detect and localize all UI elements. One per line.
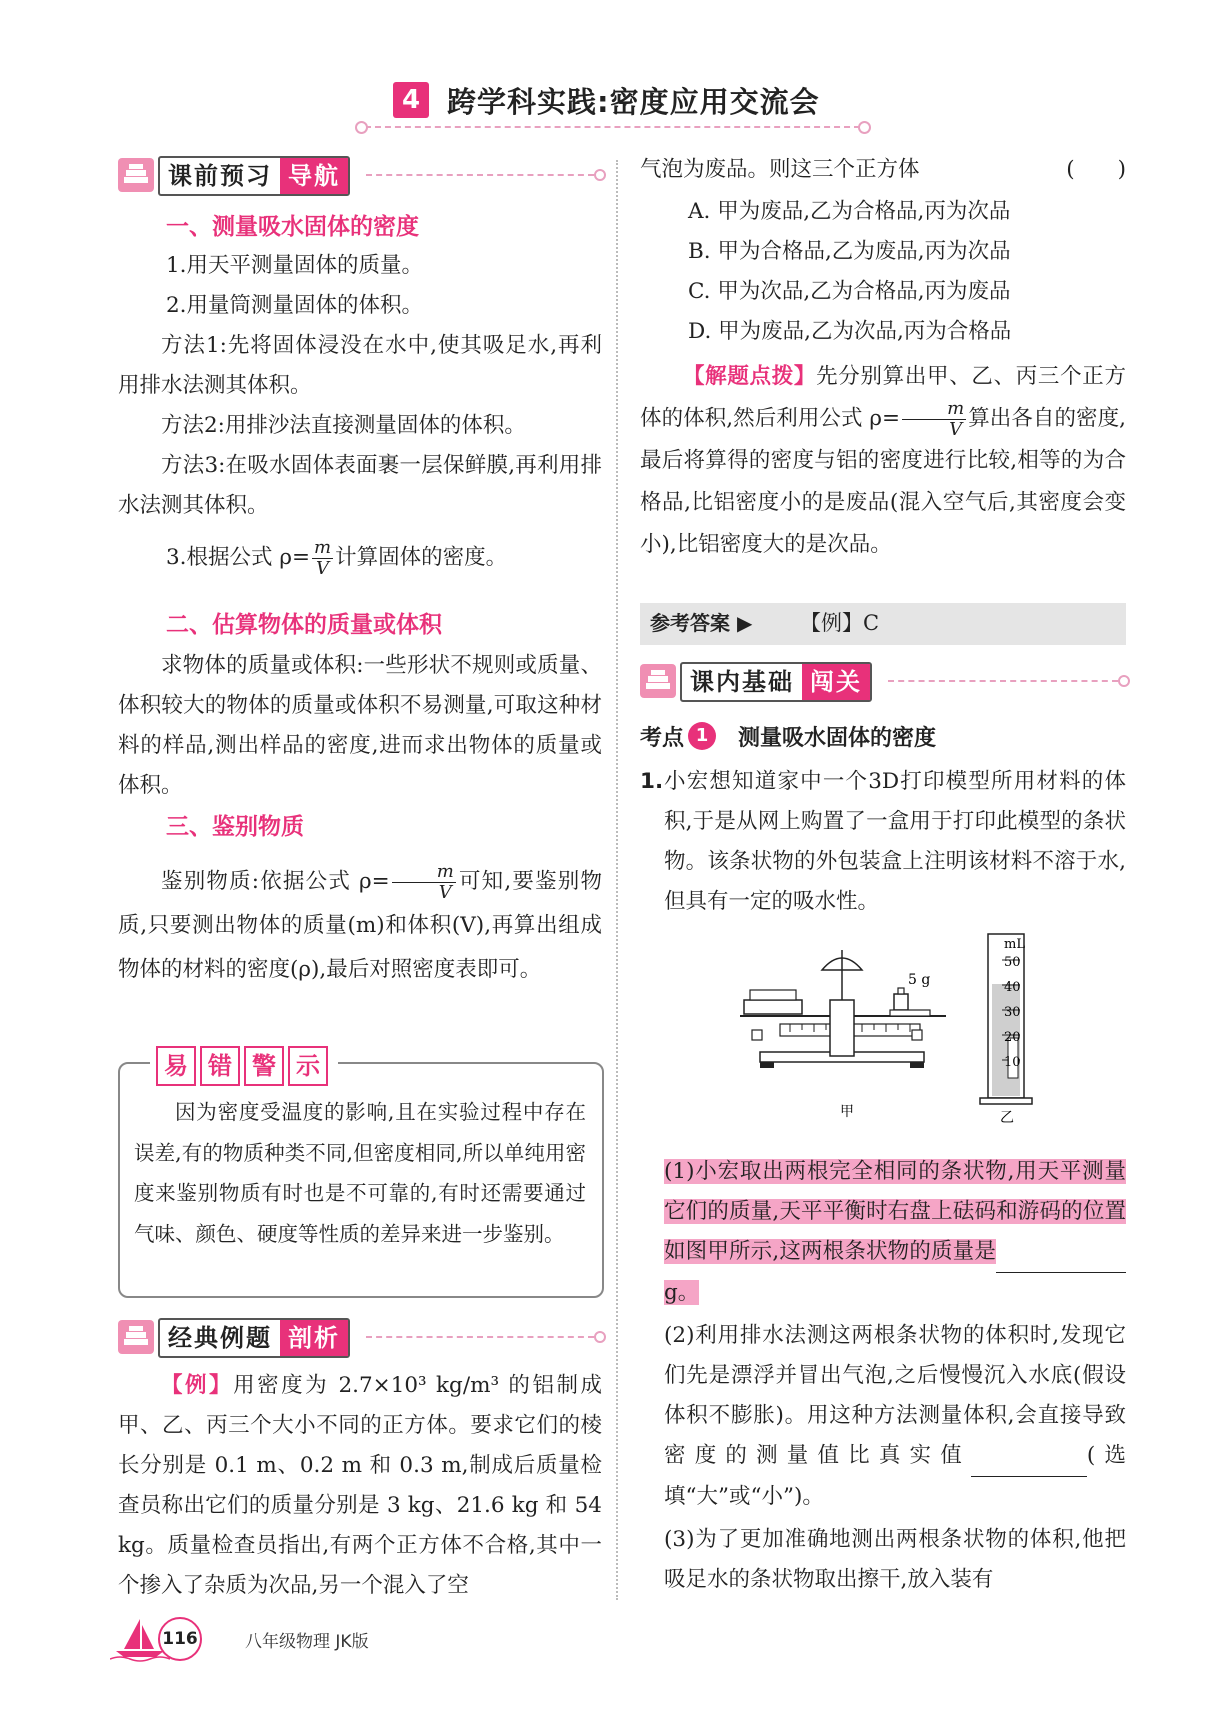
answer-blank-mass[interactable]	[996, 1232, 1126, 1273]
section-banner-preview	[118, 156, 602, 196]
option-a: A. 甲为废品,乙为合格品,丙为次品	[688, 199, 1011, 224]
figure-balance-cylinder	[740, 930, 1050, 1140]
chapter-title: 跨学科实践:密度应用交流会	[447, 85, 820, 119]
estimate-text: 求物体的质量或体积:一些形状不规则或质量、体积较大的物体的质量或体积不易测量,可取这种材料的样品,测出样品的密度,进而求出物体的质量或体积。	[118, 653, 602, 798]
book-label: 八年级物理 JK版	[245, 1632, 369, 1652]
section-banner-example	[118, 1318, 602, 1358]
unit-label: mL	[1004, 937, 1025, 952]
page-header	[0, 70, 1224, 140]
warning-title: 易 错 警 示	[150, 1046, 338, 1086]
header-dot-right	[858, 121, 871, 134]
answer-bar	[640, 603, 1126, 645]
banner-label: 课前预习 导航	[158, 156, 350, 196]
key-point-title: 测量吸水固体的密度	[738, 725, 937, 751]
warning-text: 因为密度受温度的影响,且在实验过程中存在误差,有的物质种类不同,但密度相同,所以单纯用密度来鉴别物质有时也是不可靠的,有时还需要通过气味、颜色、硬度等性质的差异来进一步鉴别。	[134, 1100, 586, 1246]
options	[688, 192, 1126, 352]
tick-40: 40	[1004, 980, 1021, 995]
heading-estimate: 二、估算物体的质量或体积	[166, 612, 442, 638]
page-footer	[110, 1615, 510, 1665]
option-d: D. 甲为废品,乙为次品,丙为合格品	[688, 319, 1012, 344]
answer-tag: 参考答案 ▶	[650, 611, 753, 635]
solution-tip: 【解题点拨】先分别算出甲、乙、丙三个正方体的体积,然后利用公式 ρ= $\frac{m}{V}$ 算出各自的密度,最后将算得的密度与铝的密度进行比较,相等的为合格品,比铝密度小的是废品(混入空气后,其密度会变小),比铝密度大的是次品。	[640, 364, 1126, 557]
answer-blank-compare[interactable]	[971, 1436, 1087, 1477]
example-text: 【例】用密度为 2.7×10³ kg/m³ 的铝制成甲、乙、丙三个大小不同的正方体。要求它们的棱长分别是 0.1 m、0.2 m 和 0.3 m,制成后质量检查员称出它们的质量分别是 3 kg、21.6 kg 和 54 kg。质量检查员指出,有两个正方体不合格,其中一个掺入了杂质为次品,另一个混入了空	[118, 1373, 602, 1598]
answer-value: 【例】C	[800, 611, 880, 635]
method-3: 方法3:在吸水固体表面裹一层保鲜膜,再利用排水法测其体积。	[118, 453, 602, 518]
tick-50: 50	[1004, 955, 1021, 970]
question-1: 1. 小宏想知道家中一个3D打印模型所用材料的体积,于是从网上购置了一盒用于打印此模型的条状物。该条状物的外包装盒上注明该材料不溶于水,但具有一定的吸水性。	[640, 769, 1126, 914]
header-divider	[365, 126, 860, 128]
question-1-part-3: (3)为了更加准确地测出两根条状物的体积,他把吸足水的条状物取出擦干,放入装有	[664, 1527, 1126, 1592]
tick-20: 20	[1004, 1030, 1021, 1045]
weight-label: 5 g	[908, 972, 931, 988]
option-c: C. 甲为次品,乙为合格品,丙为废品	[688, 279, 1011, 304]
label-jia: 甲	[840, 1104, 854, 1120]
tick-30: 30	[1004, 1005, 1021, 1020]
header-dot-left	[355, 121, 368, 134]
column-divider	[616, 160, 618, 1600]
banner-label: 课内基础 闯关	[680, 662, 872, 702]
book-stack-icon	[640, 664, 676, 698]
option-b: B. 甲为合格品,乙为废品,丙为次品	[688, 239, 1011, 264]
balance-illustration	[740, 950, 946, 1068]
section-banner-basics	[640, 662, 1126, 702]
step-1: 1.用天平测量固体的质量。	[166, 253, 424, 278]
density-formula: $\frac{m}{V}$	[314, 536, 332, 579]
method-2: 方法2:用排沙法直接测量固体的体积。	[161, 413, 526, 438]
heading-measure-density: 一、测量吸水固体的密度	[166, 214, 419, 240]
label-yi: 乙	[1000, 1110, 1014, 1126]
tick-10: 10	[1004, 1055, 1021, 1070]
key-point-label: 考点	[640, 725, 685, 751]
book-stack-icon	[118, 158, 154, 192]
banner-label: 经典例题 剖析	[158, 1318, 350, 1358]
step-2: 2.用量筒测量固体的体积。	[166, 293, 424, 318]
question-1-part-1: (1)小宏取出两根完全相同的条状物,用天平测量它们的质量,天平平衡时右盘上砝码和游码的位置如图甲所示,这两根条状物的质量是g。	[664, 1159, 1126, 1305]
play-icon: ▶	[736, 611, 753, 635]
key-point	[640, 718, 936, 754]
chapter-number: 4	[393, 82, 429, 118]
identify-text: 鉴别物质:依据公式 ρ= $\frac{m}{V}$ 可知,要鉴别物质,只要测出物体的质量(m)和体积(V),再算出组成物体的材料的密度(ρ),最后对照密度表即可。	[118, 860, 602, 982]
answer-parentheses: ( )	[1066, 157, 1126, 182]
page-number: 116	[158, 1617, 202, 1661]
step-3: 3.根据公式 ρ= $\frac{m}{V}$ 计算固体的密度。	[166, 536, 508, 579]
book-stack-icon	[118, 1320, 154, 1354]
heading-identify: 三、鉴别物质	[166, 814, 304, 840]
warning-box	[118, 1052, 604, 1298]
method-1: 方法1:先将固体浸没在水中,使其吸足水,再利用排水法测其体积。	[118, 333, 602, 398]
example-continued: 气泡为废品。则这三个正方体 ( )	[640, 150, 1126, 190]
question-1-part-2: (2)利用排水法测这两根条状物的体积时,发现它们先是漂浮并冒出气泡,之后慢慢沉入水底(假设体积不膨胀)。用这种方法测量体积,会直接导致密度的测量值比真实值 (选填“大”或“小”)。	[664, 1323, 1126, 1509]
key-point-number: 1	[688, 722, 716, 750]
